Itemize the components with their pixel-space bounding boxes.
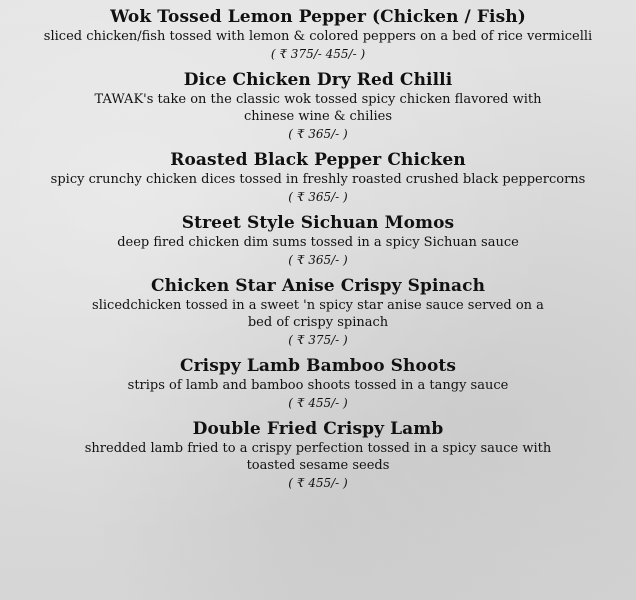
- item-name: Double Fried Crispy Lamb: [192, 419, 444, 439]
- item-description: shredded lamb fried to a crispy perfection tossed in a spicy sauce with toasted sesame seeds: [84, 441, 552, 473]
- item-description: strips of lamb and bamboo shoots tossed in a tangy sauce: [127, 378, 509, 393]
- menu-item: [8, 276, 628, 348]
- item-description: sliced chicken/fish tossed with lemon & colored peppers on a bed of rice vermicelli: [43, 29, 593, 44]
- item-price: ( ₹ 375/- 455/- ): [270, 47, 366, 61]
- item-price: ( ₹ 365/- ): [288, 127, 348, 141]
- item-description: TAWAK's take on the classic wok tossed spicy chicken flavored with chinese wine & chilies: [94, 92, 542, 124]
- item-name: Wok Tossed Lemon Pepper (Chicken / Fish): [110, 7, 526, 27]
- item-description: spicy crunchy chicken dices tossed in freshly roasted crushed black peppercorns: [50, 172, 586, 187]
- menu-item: [8, 7, 628, 62]
- menu-item: [8, 419, 628, 491]
- item-price: ( ₹ 365/- ): [288, 190, 348, 204]
- item-description: slicedchicken tossed in a sweet 'n spicy star anise sauce served on a bed of crispy spinach: [92, 298, 544, 330]
- item-price: ( ₹ 455/- ): [288, 476, 348, 490]
- menu-item: [8, 213, 628, 268]
- item-name: Roasted Black Pepper Chicken: [170, 150, 466, 170]
- item-name: Dice Chicken Dry Red Chilli: [183, 70, 453, 90]
- menu-item: [8, 356, 628, 411]
- item-price: ( ₹ 375/- ): [288, 333, 348, 347]
- item-price: ( ₹ 365/- ): [288, 253, 348, 267]
- item-name: Chicken Star Anise Crispy Spinach: [150, 276, 486, 296]
- item-name: Street Style Sichuan Momos: [181, 213, 455, 233]
- item-name: Crispy Lamb Bamboo Shoots: [179, 356, 457, 376]
- item-description: deep fired chicken dim sums tossed in a spicy Sichuan sauce: [117, 235, 519, 250]
- item-price: ( ₹ 455/- ): [288, 396, 348, 410]
- menu-item: [8, 70, 628, 142]
- menu-item: [8, 150, 628, 205]
